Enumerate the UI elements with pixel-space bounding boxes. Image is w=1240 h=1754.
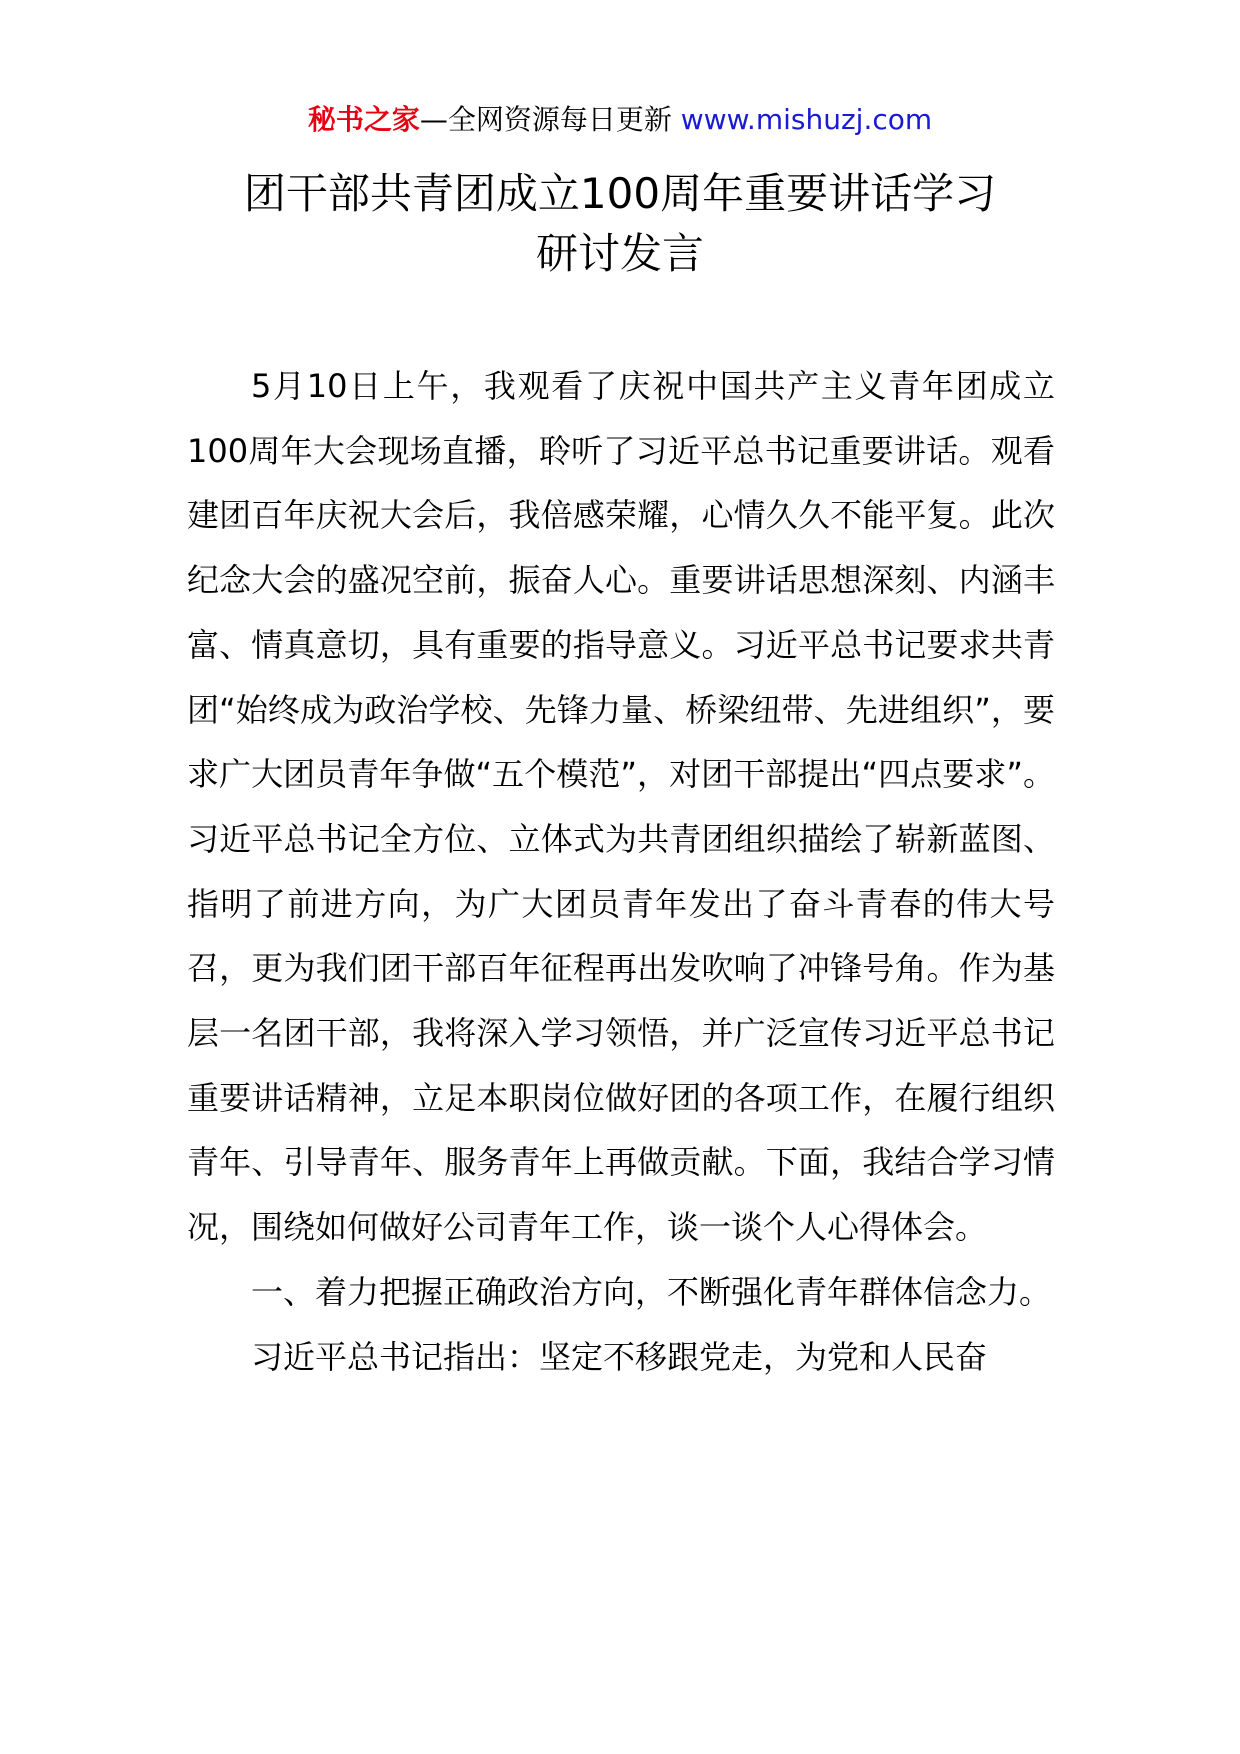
site-name: 秘书之家 (307, 103, 420, 136)
paragraph-intro: 5月10日上午，我观看了庆祝中国共产主义青年团成立100周年大会现场直播，聆听了习近平总书记重要讲话。观看建团百年庆祝大会后，我倍感荣耀，心情久久不能平复。此次纪念大会的盛况空前，振奋人心。重要讲话思想深刻、内涵丰富、情真意切，具有重要的指导意义。习近平总书记要求共青团“始终成为政治学校、先锋力量、桥梁纽带、先进组织”，要求广大团员青年争做“五个模范”，对团干部提出“四点要求”。习近平总书记全方位、立体式为共青团组织描绘了崭新蓝图、指明了前进方向，为广大团员青年发出了奋斗青春的伟大号召，更为我们团干部百年征程再出发吹响了冲锋号角。作为基层一名团干部，我将深入学习领悟，并广泛宣传习近平总书记重要讲话精神，立足本职岗位做好团的各项工作，在履行组织青年、引导青年、服务青年上再做贡献。下面，我结合学习情况，围绕如何做好公司青年工作，谈一谈个人心得体会。 (187, 367, 1055, 1247)
document-title (150, 164, 1090, 284)
document-title-line-1: 团干部共青团成立100周年重要讲话学习 (243, 169, 997, 218)
section-heading-1: 一、着力把握正确政治方向，不断强化青年群体信念力。 (251, 1272, 1052, 1311)
site-slogan: —全网资源每日更新 (419, 103, 672, 136)
paragraph-section-1: 习近平总书记指出：坚定不移跟党走，为党和人民奋 (251, 1337, 988, 1376)
document-body (187, 354, 1055, 1389)
document-title-line-2: 研讨发言 (535, 229, 704, 278)
site-header (0, 100, 1240, 140)
site-url-link[interactable]: www.mishuzj.com (680, 103, 933, 136)
